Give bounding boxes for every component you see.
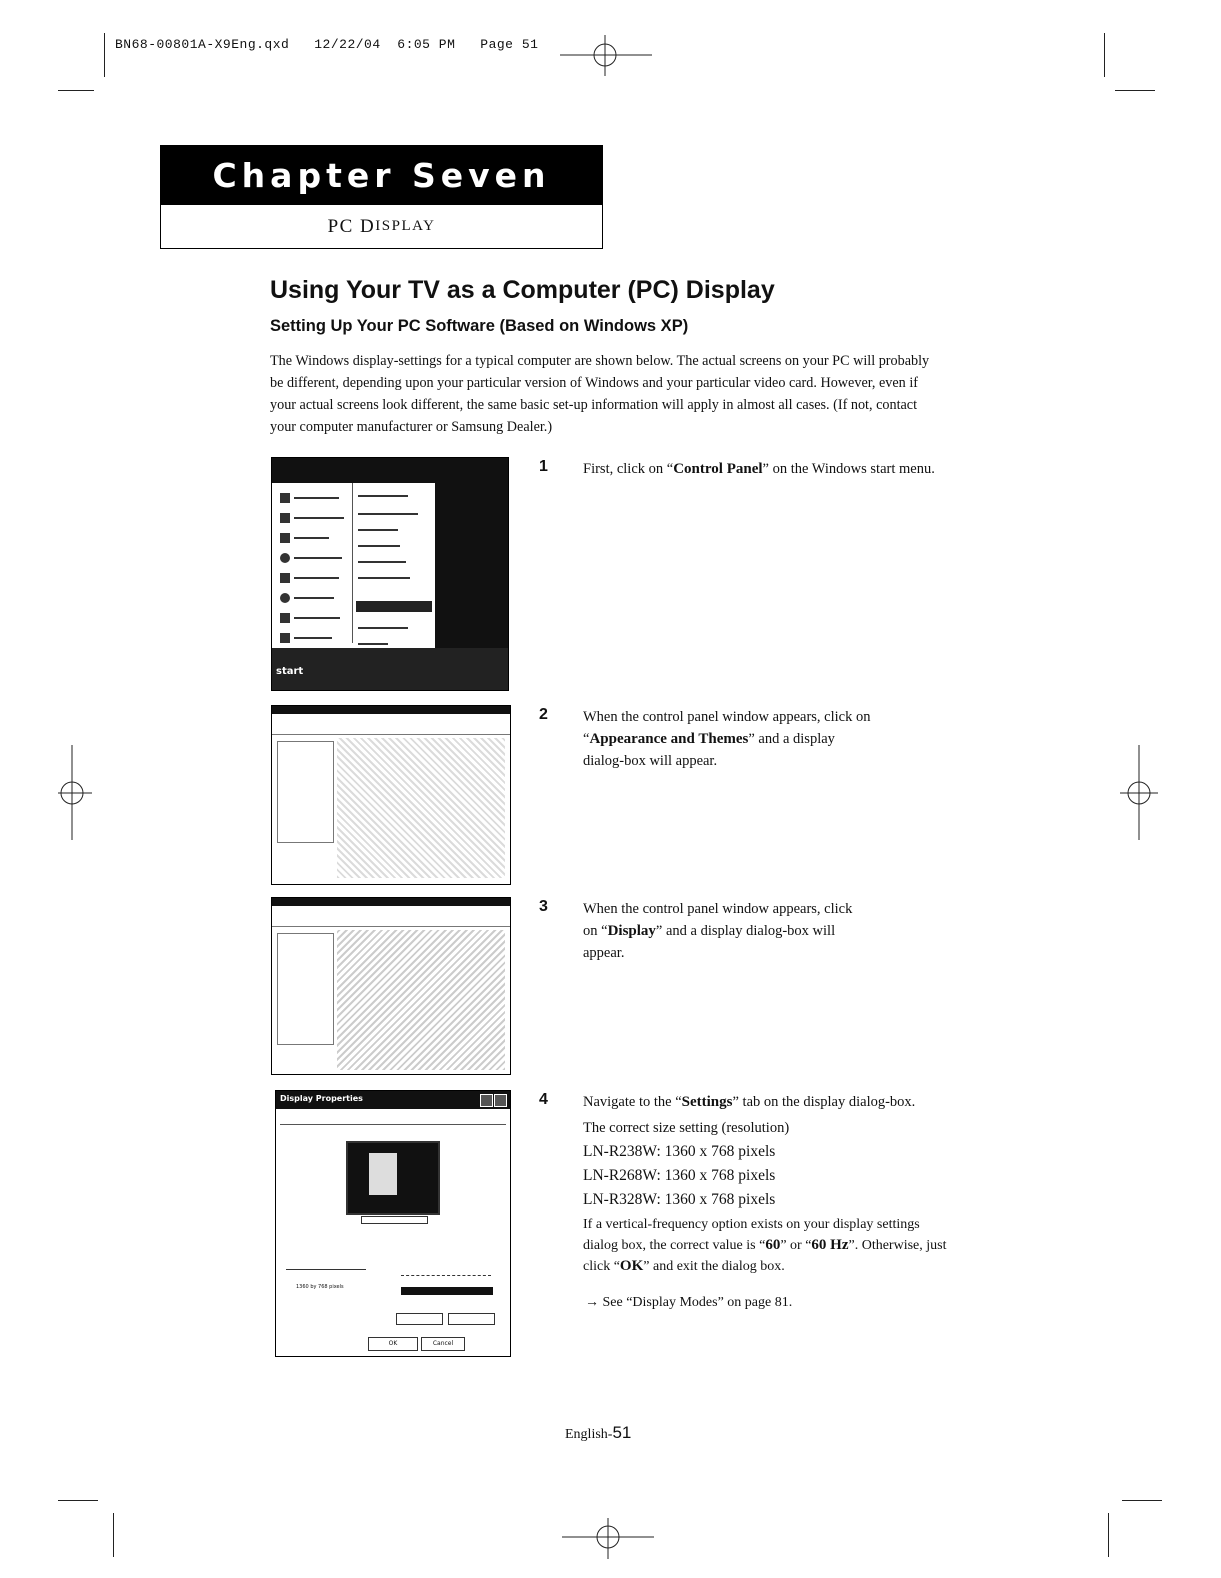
window-menubar <box>272 716 510 735</box>
crop-mark <box>1115 90 1155 91</box>
step-1-post: ” on the Windows start menu. <box>762 461 935 477</box>
crop-mark <box>104 33 105 77</box>
side-panel <box>277 933 334 1045</box>
cancel-button[interactable]: Cancel <box>421 1337 465 1351</box>
side-panel <box>277 741 334 843</box>
chapter-subtitle-cap: PC D <box>327 215 376 237</box>
taskbar <box>272 648 508 690</box>
resolution-intro: The correct size setting (resolution) <box>583 1120 790 1136</box>
start-button[interactable]: start <box>276 666 304 677</box>
footer-page-number: 51 <box>612 1423 632 1442</box>
screenshot-control-panel <box>271 705 511 885</box>
slug-page-label: Page <box>480 37 514 52</box>
control-panel-highlight <box>356 601 432 612</box>
ok-button[interactable]: OK <box>368 1337 418 1351</box>
step-1-number: 1 <box>539 458 548 475</box>
step-4-post: ” tab on the display dialog-box. <box>732 1094 916 1110</box>
registration-mark-top <box>560 32 655 78</box>
step-2-number: 2 <box>539 706 548 723</box>
page-footer <box>565 1423 631 1443</box>
intro-paragraph: The Windows display-settings for a typical computer are shown below. The actual screens on your PC will probably be different, depending upon your particular version of Windows and your particular video card. However, even if your actual screens look different, the same basic set-up information will apply in almost all cases. (If not, contact your computer manufacturer or Samsung Dealer.) <box>270 353 930 435</box>
registration-mark-right <box>1118 745 1160 840</box>
slug-file: BN68-00801A-X9Eng.qxd <box>115 37 290 52</box>
step-2-bold: Appearance and Themes <box>589 731 749 747</box>
crop-mark <box>1108 1513 1109 1557</box>
frequency-note <box>583 1215 958 1277</box>
model-resolution: LN-R268W: 1360 x 768 pixels <box>583 1167 776 1184</box>
step-3-bold: Display <box>607 923 656 939</box>
step-3-number: 3 <box>539 898 548 915</box>
model-resolution: LN-R328W: 1360 x 768 pixels <box>583 1191 776 1208</box>
step-3-text <box>583 898 853 964</box>
color-quality-select[interactable] <box>401 1267 491 1276</box>
category-area <box>337 738 505 878</box>
resolution-value: 1360 by 768 pixels <box>296 1284 344 1290</box>
section-subtitle: Setting Up Your PC Software (Based on Windows XP) <box>270 317 689 335</box>
see-also-note: → See “Display Modes” on page 81. <box>585 1295 793 1310</box>
freq-value-60: 60 <box>765 1237 781 1253</box>
step-4-number: 4 <box>539 1091 548 1108</box>
step-1-text <box>583 458 943 480</box>
model-resolution: LN-R238W: 1360 x 768 pixels <box>583 1143 776 1160</box>
print-slug <box>115 37 538 52</box>
crop-mark <box>58 90 94 91</box>
crop-mark <box>113 1513 114 1557</box>
slug-time: 6:05 PM <box>397 37 456 52</box>
monitor-screen-window <box>369 1153 397 1195</box>
slug-date: 12/22/04 <box>314 37 381 52</box>
screenshot-start-menu <box>271 457 509 691</box>
chapter-subtitle-rest: ISPLAY <box>375 218 436 234</box>
screenshot-display-properties <box>275 1090 511 1357</box>
step-3-post: ” and a display dialog-box will appear. <box>583 923 836 961</box>
page-title: Using Your TV as a Computer (PC) Display <box>270 276 775 304</box>
window-titlebar <box>272 706 510 714</box>
window-menubar <box>272 908 510 927</box>
step-2-text <box>583 706 873 772</box>
registration-mark-left <box>55 745 95 840</box>
crop-mark <box>1104 33 1105 77</box>
tab-row <box>280 1115 506 1125</box>
step-2-pre: When the control panel window appears, click on “ <box>583 709 871 747</box>
screenshot-appearance-themes <box>271 897 511 1075</box>
step-4-text <box>583 1091 963 1113</box>
troubleshoot-button[interactable] <box>396 1313 443 1325</box>
crop-mark <box>58 1500 98 1501</box>
freq-mid: ” or “ <box>780 1238 812 1253</box>
chapter-subtitle <box>160 205 603 249</box>
chapter-title: Chapter Seven <box>160 145 603 205</box>
step-1-bold: Control Panel <box>673 461 763 477</box>
crop-mark <box>1122 1500 1162 1501</box>
color-bar <box>401 1287 493 1295</box>
advanced-button[interactable] <box>448 1313 495 1325</box>
step-3-pre: When the control panel window appears, click on “ <box>583 901 853 939</box>
step-4-bold: Settings <box>681 1094 733 1110</box>
freq-end: ” and exit the dialog box. <box>643 1259 785 1274</box>
freq-value-60hz: 60 Hz <box>811 1237 849 1253</box>
registration-mark-bottom <box>562 1515 657 1561</box>
footer-language: English- <box>565 1427 613 1442</box>
freq-post: ”. Otherwise, just click “ <box>583 1238 947 1274</box>
dialog-title: Display Properties <box>280 1094 363 1103</box>
resolution-slider[interactable] <box>286 1269 366 1270</box>
step-2-post: ” and a display dialog-box will appear. <box>583 731 835 769</box>
start-menu-items <box>272 483 435 653</box>
monitor-stand <box>361 1216 428 1224</box>
freq-pre: If a vertical-frequency option exists on your display settings dialog box, the correct value is “ <box>583 1217 920 1253</box>
close-icon[interactable] <box>494 1094 507 1107</box>
help-icon[interactable] <box>480 1094 493 1107</box>
slug-page-number: 51 <box>521 37 539 52</box>
freq-ok: OK <box>619 1258 644 1274</box>
step-4-pre: Navigate to the “ <box>583 1094 682 1110</box>
window-titlebar <box>272 898 510 906</box>
task-area <box>337 930 505 1070</box>
step-1-pre: First, click on “ <box>583 461 674 477</box>
